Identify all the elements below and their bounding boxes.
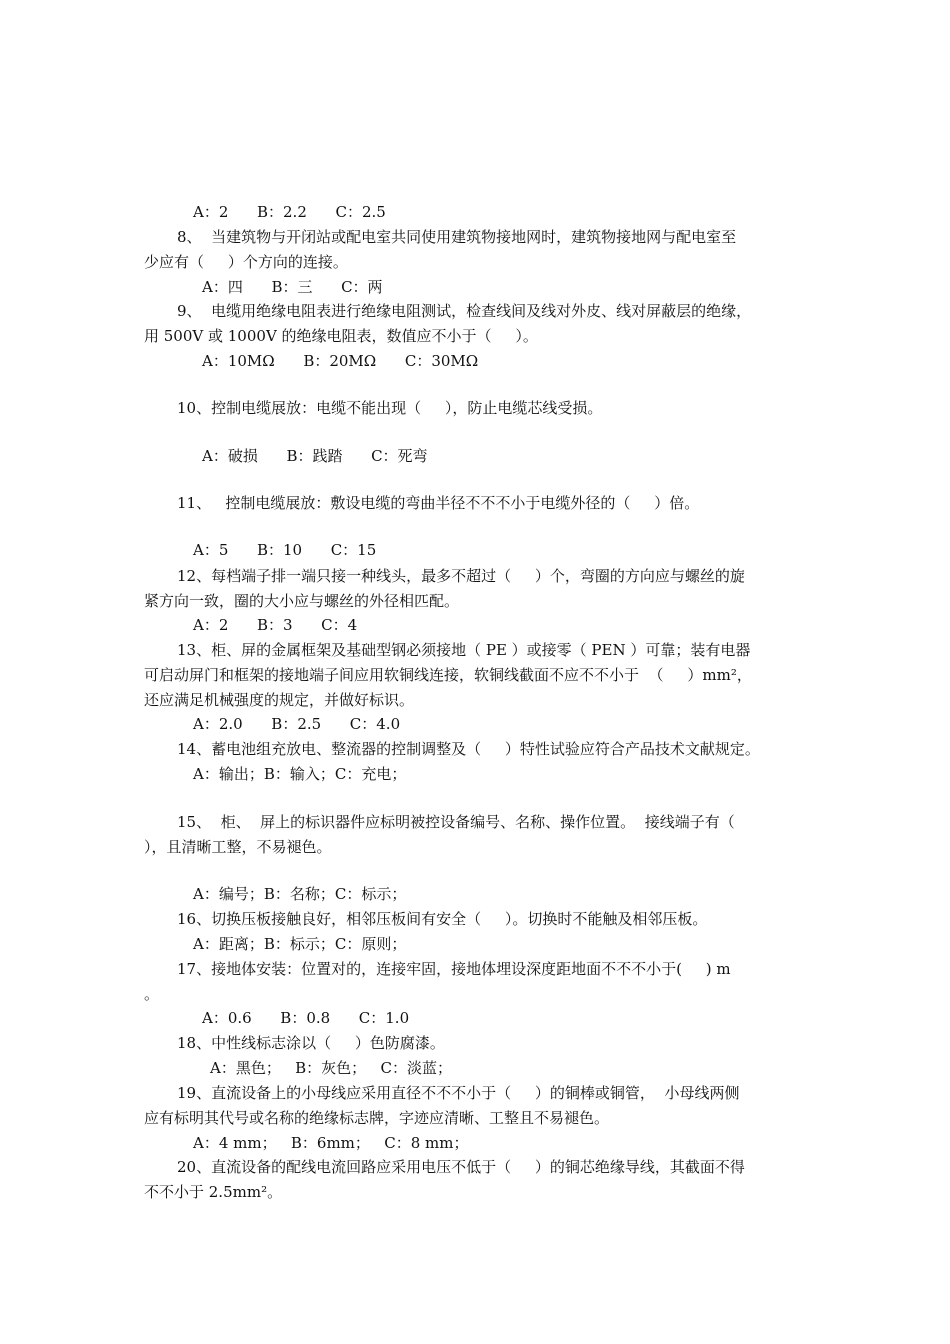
q11-text: 11、 控制电缆展放：敷设电缆的弯曲半径不不不小于电缆外径的（ ）倍。 [177,494,700,512]
q14-text: 14、蓄电池组充放电、整流器的控制调整及（ ）特性试验应符合产品技术文献规定。 [177,740,760,758]
q12-text-line1: 12、每档端子排一端只接一种线头，最多不超过（ ）个，弯圈的方向应与螺丝的旋 [177,567,745,585]
q16-text: 16、切换压板接触良好，相邻压板间有安全（ ）。切换时不能触及相邻压板。 [177,910,708,928]
q11-options: A：5 B：10 C：15 [193,541,377,559]
q20-text-line1: 20、直流设备的配线电流回路应采用电压不低于（ ）的铜芯绝缘导线，其截面不得 [177,1158,745,1176]
q18-options: A：黑色； B：灰色； C：淡蓝； [210,1059,452,1077]
q12-text-line2: 紧方向一致，圈的大小应与螺丝的外径相匹配。 [144,592,460,610]
q15-text-line2: ），且清晰工整，不易褪色。 [144,838,332,856]
q8-text-line1: 8、 当建筑物与开闭站或配电室共同使用建筑物接地网时，建筑物接地网与配电室至 [177,228,737,246]
q12-options: A：2 B：3 C：4 [193,616,358,634]
q17-text-line1: 17、接地体安装：位置对的，连接牢固，接地体埋设深度距地面不不不小于( ) m [177,960,731,978]
q9-text-line2: 用 500V 或 1000V 的绝缘电阻表，数值应不小于（ ）。 [144,327,538,345]
q9-text-line1: 9、 电缆用绝缘电阻表进行绝缘电阻测试，检查线间及线对外皮、线对屏蔽层的绝缘， [177,302,752,320]
q14-options: A：输出；B：输入；C：充电； [193,765,407,783]
q8-options: A：四 B：三 C：两 [202,278,383,296]
q13-text-line3: 还应满足机械强度的规定，并做好标识。 [144,691,415,709]
q15-text-line1: 15、 柜、 屏上的标识器件应标明被控设备编号、名称、操作位置。 接线端子有（ [177,813,735,831]
q17-text-line2: 。 [144,985,160,1003]
q7-options: A：2 B：2.2 C：2.5 [193,203,386,221]
q17-options: A：0.6 B：0.8 C：1.0 [202,1009,410,1027]
q10-options: A：破损 B：践踏 C：死弯 [202,447,428,465]
q18-text: 18、中性线标志涂以（ ）色防腐漆。 [177,1034,445,1052]
q20-text-line2: 不不小于 2.5mm²。 [144,1183,283,1201]
q13-text-line1: 13、柜、屏的金属框架及基础型钢必须接地（ PE ）或接零（ PEN ）可靠；装有电器 [177,641,751,659]
q19-text-line1: 19、直流设备上的小母线应采用直径不不不小于（ ）的铜棒或铜管， 小母线两侧 [177,1084,740,1102]
q10-text: 10、控制电缆展放：电缆不能出现（ ），防止电缆芯线受损。 [177,399,603,417]
q9-options: A：10MΩ B：20MΩ C：30MΩ [202,352,479,370]
q16-options: A：距离；B：标示；C：原则； [193,935,407,953]
q15-options: A：编号；B：名称；C：标示； [193,885,407,903]
q13-text-line2: 可启动屏门和框架的接地端子间应用软铜线连接，软铜线截面不应不不小于 （ ）mm²， [144,666,752,684]
q8-text-line2: 少应有（ ）个方向的连接。 [144,253,348,271]
q19-options: A：4 mm； B：6mm； C：8 mm； [193,1134,469,1152]
q13-options: A：2.0 B：2.5 C：4.0 [193,715,401,733]
q19-text-line2: 应有标明其代号或名称的绝缘标志牌，字迹应清晰、工整且不易褪色。 [144,1109,610,1127]
